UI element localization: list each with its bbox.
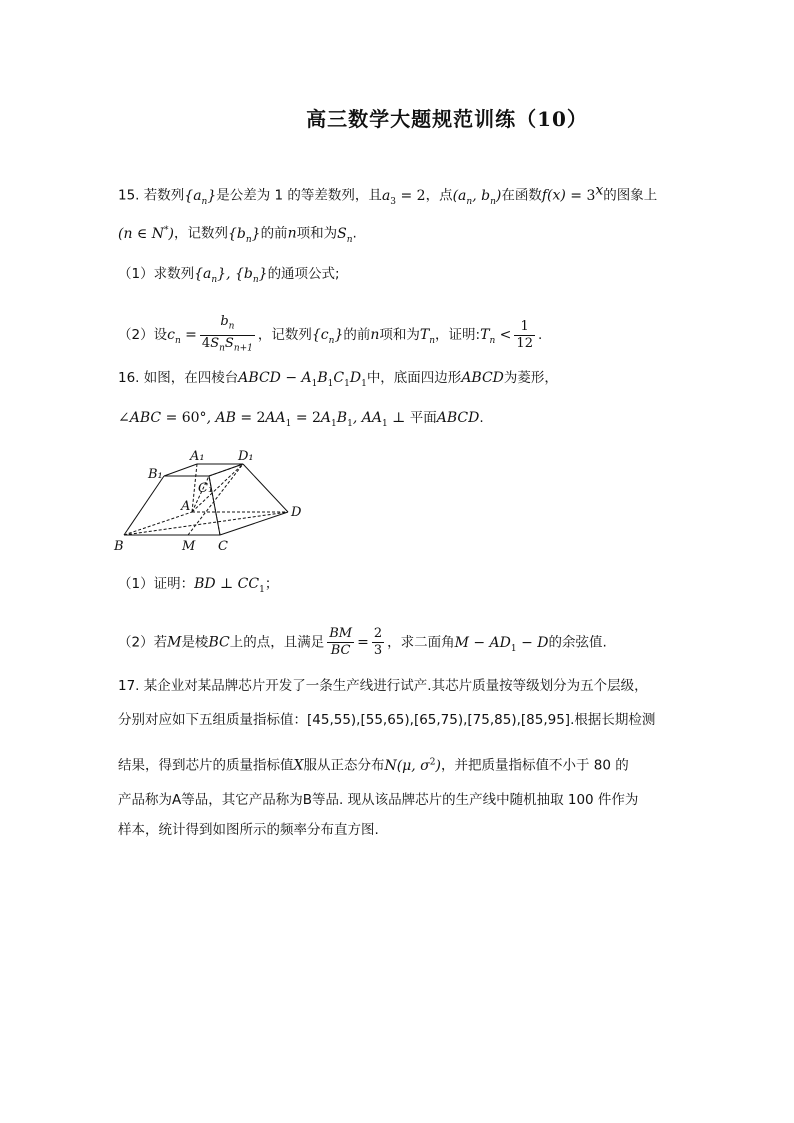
label-c1: C₁ xyxy=(198,481,214,496)
label-a: A xyxy=(181,499,191,514)
edge-a1a xyxy=(192,464,197,512)
edge-cd xyxy=(220,512,288,535)
q15-part-2: （2）设$c_n$ = $\frac{b_n}{4S_nS_{n+1}}$ ，记数列$\{c_n\}$的前n项和为$T_n$，证明$:T_n$ < $\frac{1}{12}$ . xyxy=(118,314,542,356)
q17-line-1: 17. 某企业对某品牌芯片开发了一条生产线进行试产.其芯片质量按等级划分为五个层级， xyxy=(118,678,648,694)
edge-b1a1 xyxy=(164,464,197,476)
q16-part-2: （2）若M是棱BC上的点，且满足 $\frac{BM}{BC}$ = $\frac{2}{3}$ ，求二面角$M - AD_1 - D$的余弦值. xyxy=(118,626,607,658)
q17-line-5: 样本，统计得到如图所示的频率分布直方图. xyxy=(118,822,379,838)
q17-line-2: 分别对应如下五组质量指标值：[45,55),[55,65),[65,75),[75,85),[85,95].根据长期检测 xyxy=(118,712,656,728)
q15-line-1: 15. 若数列$\{a_n\}$是公差为 1 的等差数列，且$a_3 = 2$，点($a_n$, $b_n$)在函数$f(x) = 3^x$的图象上 xyxy=(118,182,658,207)
q16-number: 16. xyxy=(118,370,140,386)
page-title: 高三数学大题规范训练（10） xyxy=(306,107,588,131)
label-c: C xyxy=(218,539,228,554)
q17-line-4: 产品称为A等品，其它产品称为B等品. 现从该品牌芯片的生产线中随机抽取 100 件作为 xyxy=(118,792,639,808)
diag-bd xyxy=(124,512,288,535)
label-b1: B₁ xyxy=(148,467,163,482)
label-a1: A₁ xyxy=(190,449,205,464)
label-m: M xyxy=(182,539,196,554)
q17-number: 17. xyxy=(118,678,140,694)
label-b: B xyxy=(114,539,124,554)
label-d: D xyxy=(291,505,302,520)
edge-d1d xyxy=(243,464,288,512)
edge-b1b xyxy=(124,476,164,535)
edge-ba xyxy=(124,512,192,535)
q17-line-3: 结果，得到芯片的质量指标值X服从正态分布N(μ, $\sigma^2$)，并把质量指标值不小于 80 的 xyxy=(118,757,629,774)
frustum-figure xyxy=(112,440,312,560)
q15-number: 15. xyxy=(118,187,140,204)
q16-part-1: （1）证明：BD ⊥ $CC_1$； xyxy=(118,576,279,595)
q16-line-1: 16. 如图，在四棱台ABCD − $A_1B_1C_1D_1$中，底面四边形ABCD为菱形， xyxy=(118,370,558,389)
q15-line-2: (n ∈ N*)，记数列$\{b_n\}$的前n项和为$S_n$. xyxy=(118,225,357,245)
label-d1: D₁ xyxy=(238,449,254,464)
q16-line-2: ∠ABC = 60°, AB = $2AA_1 = 2A_1B_1$, $AA_1$ ⊥ 平面ABCD. xyxy=(118,410,484,429)
q15-part-1: （1）求数列$\{a_n\}$, $\{b_n\}$的通项公式; xyxy=(118,266,340,285)
